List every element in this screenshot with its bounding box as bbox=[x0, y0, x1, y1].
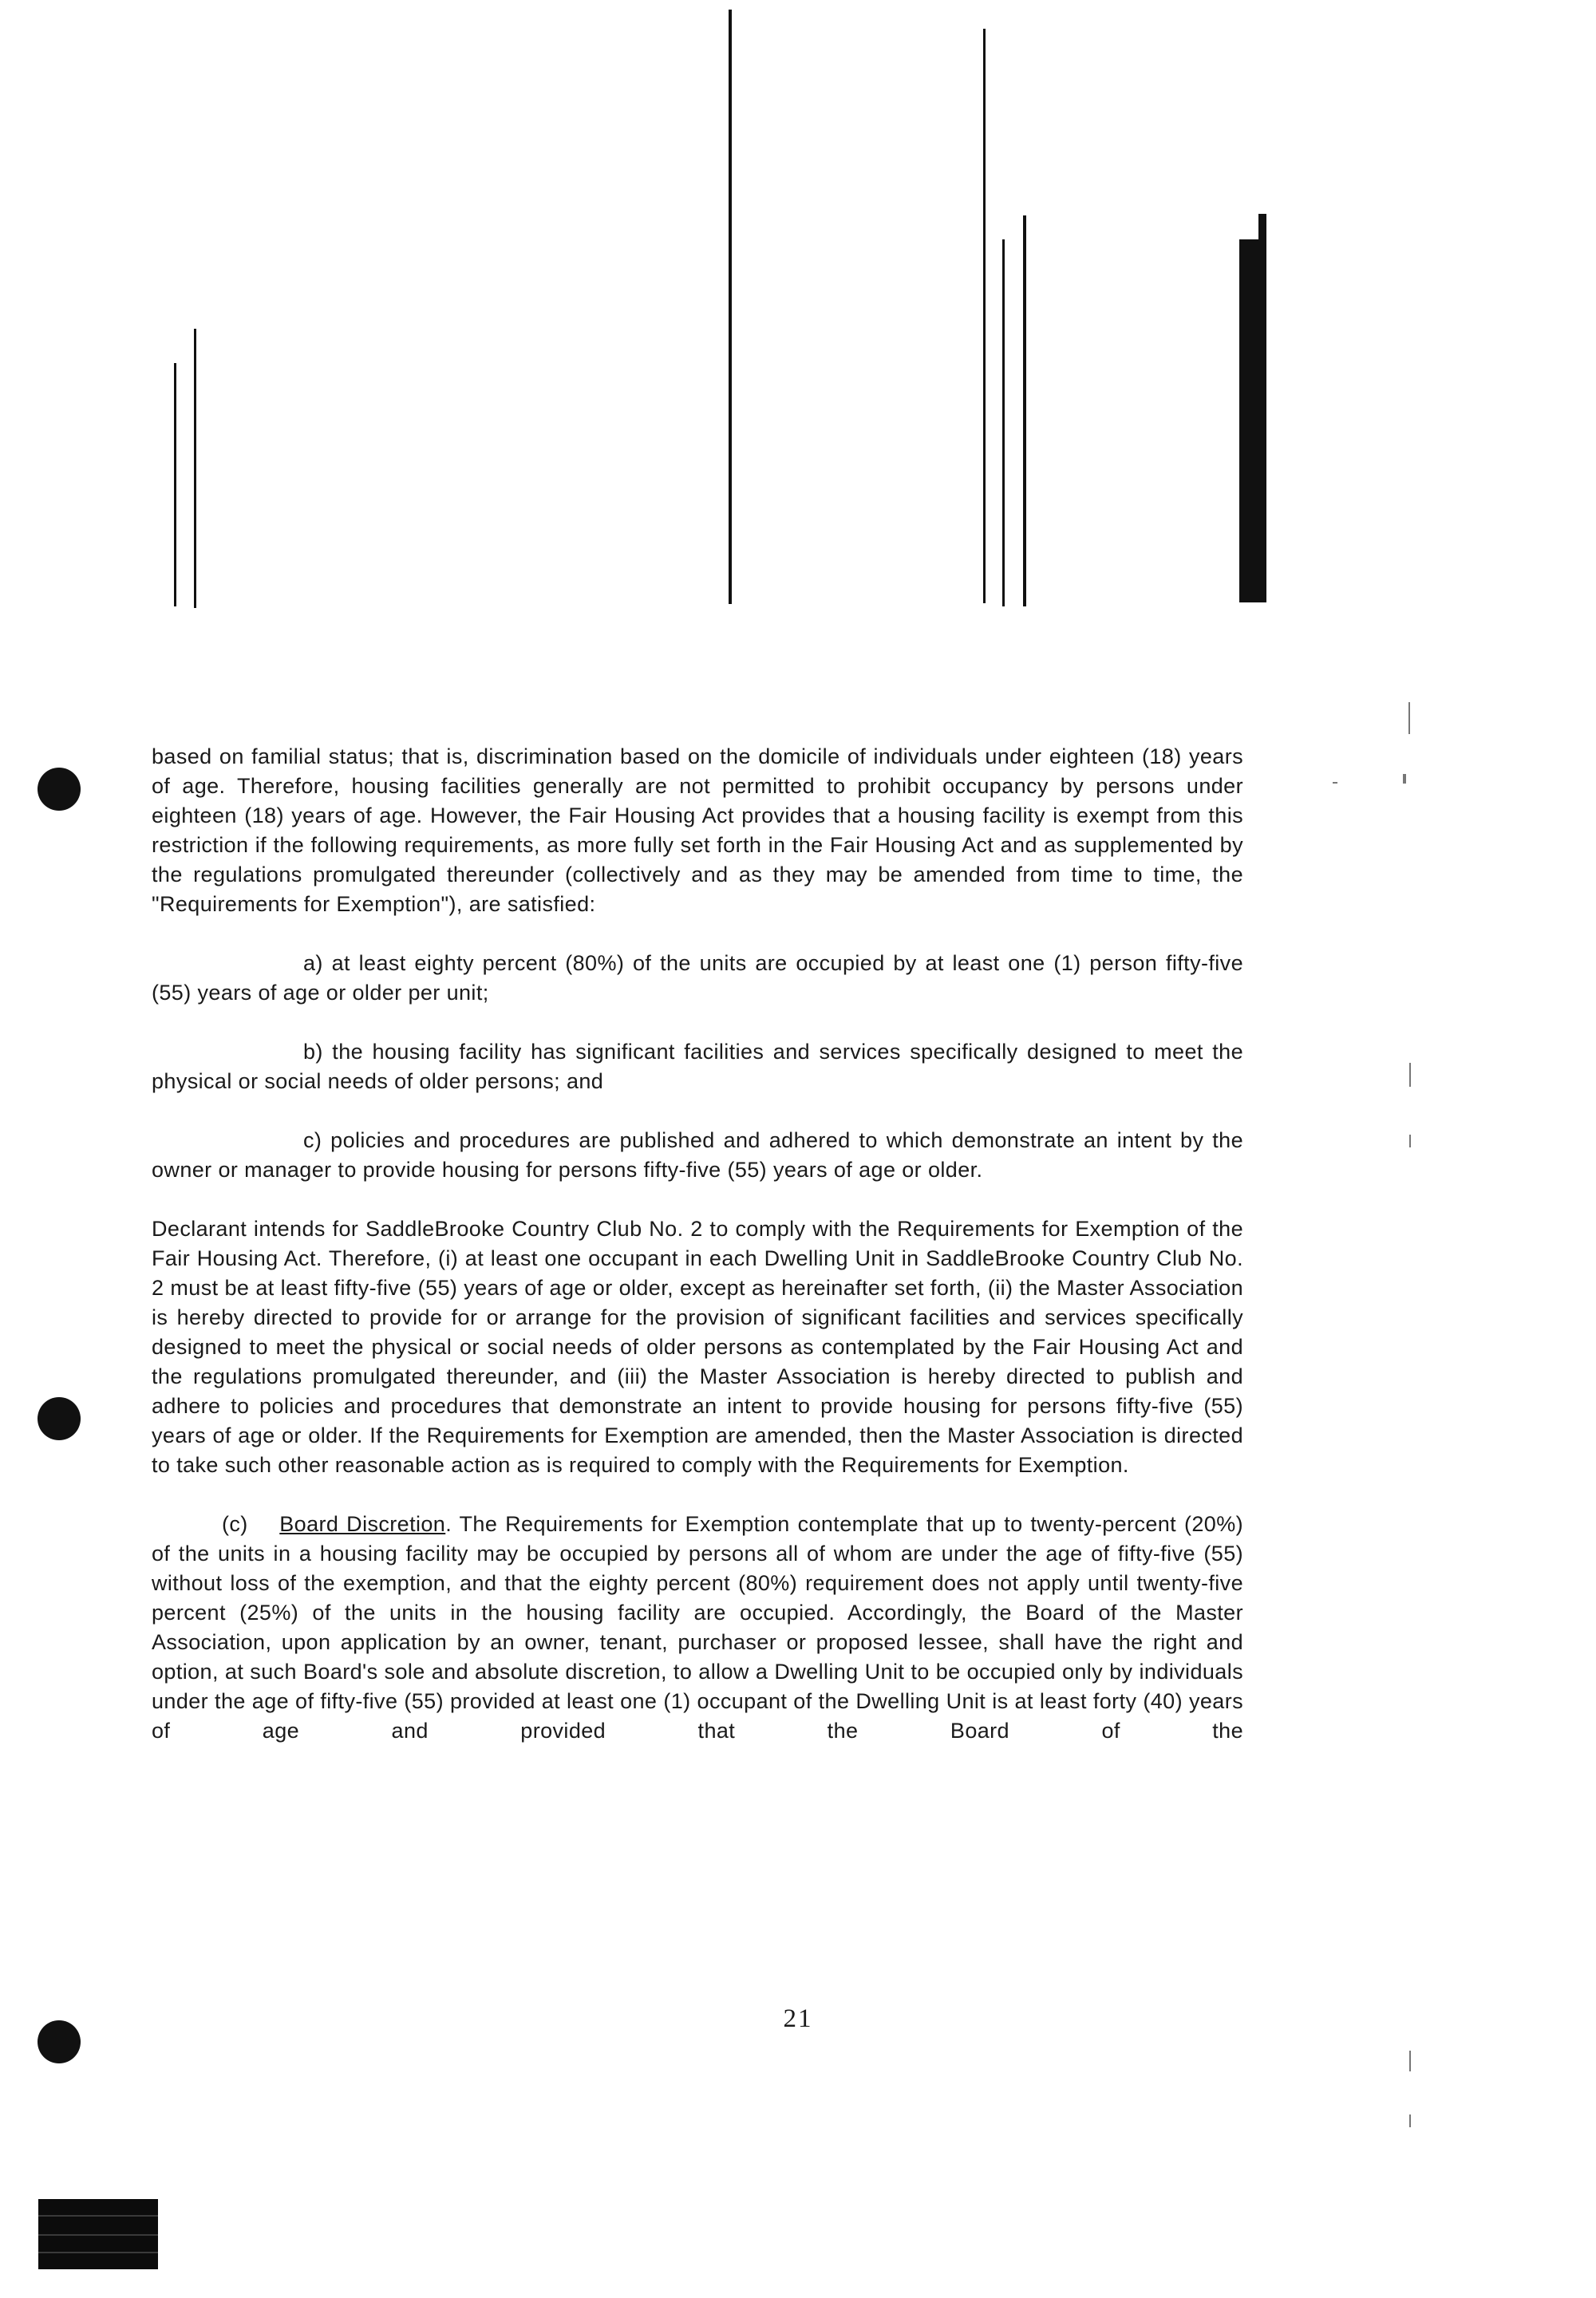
board-discretion-text: . The Requirements for Exemption contemplate that up to twenty-percent (20%) of the units in a housing facility may be occupied by persons all of whom are under the age of fifty-five (55) without loss of the exemption, and that the eighty percent (80%) requirement does not apply until twenty-five percent (25%) of the units in the housing facility are occupied. Accordingly, the Board of the Master Association, upon application by an owner, tenant, purchaser or proposed lessee, shall have the right and option, at such Board's sole and absolute discretion, to allow a Dwelling Unit to be occupied only by individuals under the age of fifty-five (55) provided at least one (1) occupant of the Dwelling Unit is at least forty (40) years of age and provided that the Board of the bbox=[152, 1512, 1243, 1743]
scan-speck bbox=[1409, 2051, 1411, 2071]
declarant-paragraph: Declarant intends for SaddleBrooke Country Club No. 2 to comply with the Requirements for Exemption of the Fair Housing Act. Therefore, (i) at least one occupant in each Dwelling Unit in SaddleBrooke Country Club No. 2 must be at least fifty-five (55) years of age or older, except as hereinafter set forth, (ii) the Master Association is hereby directed to provide for or arrange for the provision of significant facilities and services specifically designed to meet the physical or social needs of older persons as contemplated by the Fair Housing Act and the regulations promulgated thereunder, and (iii) the Master Association is hereby directed to publish and adhere to policies and procedures that demonstrate an intent to provide housing for persons fifty-five (55) years of age or older. If the Requirements for Exemption are amended, then the Master Association is directed to take such other reasonable action as is required to comply with the Requirements for Exemption. bbox=[152, 1217, 1243, 1477]
requirement-item-c: c) policies and procedures are published and adhered to which demonstrate an intent by the owner or manager to provide housing for persons fifty-five (55) years of age or older. bbox=[152, 1128, 1243, 1182]
intro-paragraph: based on familial status; that is, discrimination based on the domicile of individuals under eighteen (18) years of age. Therefore, housing facilities generally are not permitted to prohibit occupancy by persons under eighteen (18) years of age. However, the Fair Housing Act provides that a housing facility is exempt from this restriction if the following requirements, as more fully set forth in the Fair Housing Act and as supplemented by the regulations promulgated thereunder (collectively and as they may be amended from time to time, the "Requirements for Exemption"), are satisfied: bbox=[152, 744, 1243, 916]
binder-hole-mark bbox=[38, 768, 81, 811]
scan-speck bbox=[1409, 2114, 1411, 2127]
scan-speck bbox=[1333, 782, 1337, 784]
scan-speck bbox=[1408, 702, 1410, 734]
scan-artifact-bar bbox=[174, 363, 176, 606]
requirement-item-a: a) at least eighty percent (80%) of the units are occupied by at least one (1) person fifty-five (55) years of age or older per unit; bbox=[152, 951, 1243, 1005]
scan-speck bbox=[1409, 1135, 1411, 1147]
scan-artifact-bar bbox=[1023, 215, 1026, 606]
scan-artifact-bar bbox=[1258, 214, 1266, 602]
section-heading: Board Discretion bbox=[279, 1512, 446, 1536]
scan-artifact-bar bbox=[729, 10, 732, 604]
document-body bbox=[152, 742, 1243, 1746]
scan-artifact-bar bbox=[194, 329, 196, 608]
scan-artifact-bar bbox=[1002, 239, 1005, 606]
scan-artifact-bar bbox=[1239, 239, 1258, 602]
section-label: (c) bbox=[222, 1512, 248, 1536]
binder-hole-mark bbox=[38, 1397, 81, 1440]
board-discretion-paragraph bbox=[152, 1510, 1243, 1746]
scan-artifact-bar bbox=[983, 29, 986, 603]
requirement-item-b: b) the housing facility has significant facilities and services specifically designed to meet the physical or social needs of older persons; and bbox=[152, 1040, 1243, 1093]
scan-corner-block bbox=[38, 2199, 158, 2269]
scan-speck bbox=[1403, 774, 1406, 784]
page-number: 21 bbox=[783, 2004, 813, 2033]
scan-speck bbox=[1409, 1063, 1411, 1087]
